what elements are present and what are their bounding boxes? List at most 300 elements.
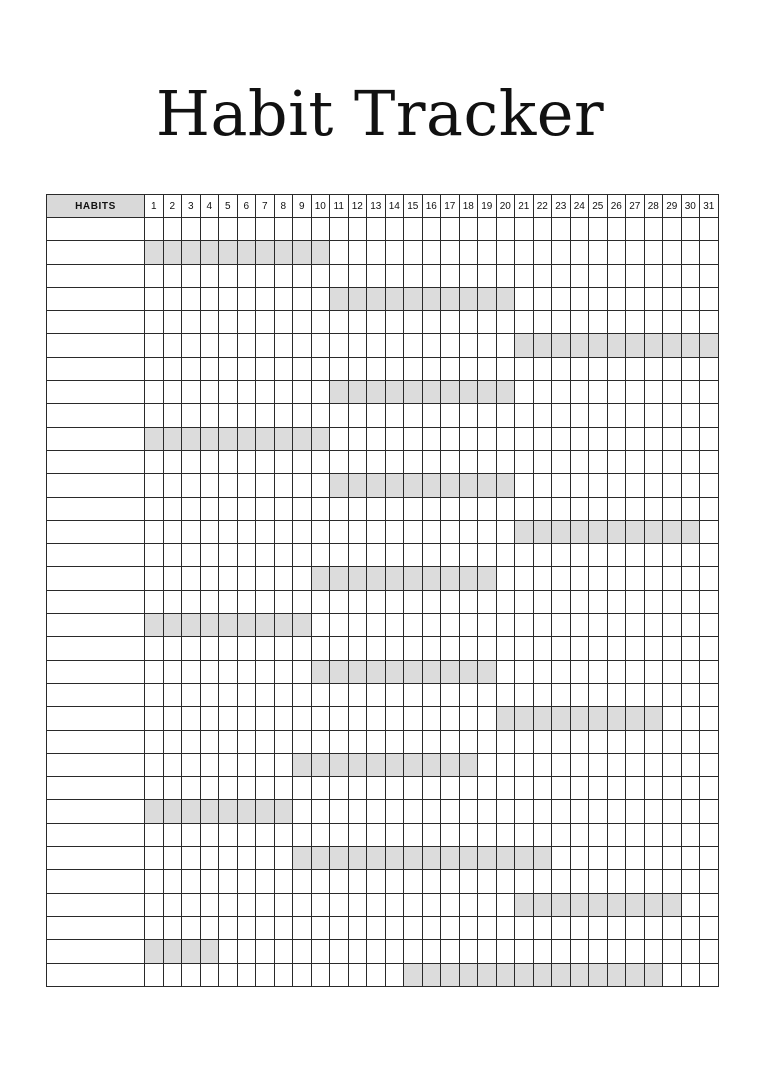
day-check-cell[interactable] bbox=[274, 870, 293, 893]
day-check-cell[interactable] bbox=[311, 707, 330, 730]
habit-name-cell[interactable] bbox=[47, 381, 145, 404]
day-check-cell[interactable] bbox=[311, 777, 330, 800]
day-check-cell[interactable] bbox=[367, 707, 386, 730]
day-check-cell[interactable] bbox=[644, 916, 663, 939]
day-check-cell[interactable] bbox=[182, 264, 201, 287]
day-check-cell[interactable] bbox=[700, 287, 719, 310]
day-check-cell[interactable] bbox=[200, 660, 219, 683]
day-check-cell[interactable] bbox=[589, 241, 608, 264]
day-check-cell[interactable] bbox=[311, 590, 330, 613]
day-check-cell[interactable] bbox=[644, 334, 663, 357]
day-check-cell[interactable] bbox=[182, 753, 201, 776]
day-check-cell[interactable] bbox=[256, 427, 275, 450]
day-check-cell[interactable] bbox=[422, 264, 441, 287]
day-check-cell[interactable] bbox=[404, 893, 423, 916]
day-check-cell[interactable] bbox=[311, 381, 330, 404]
day-check-cell[interactable] bbox=[422, 544, 441, 567]
day-check-cell[interactable] bbox=[459, 218, 478, 241]
day-check-cell[interactable] bbox=[404, 567, 423, 590]
day-check-cell[interactable] bbox=[533, 963, 552, 986]
day-check-cell[interactable] bbox=[367, 870, 386, 893]
day-check-cell[interactable] bbox=[478, 241, 497, 264]
day-check-cell[interactable] bbox=[237, 753, 256, 776]
day-check-cell[interactable] bbox=[293, 893, 312, 916]
day-check-cell[interactable] bbox=[293, 847, 312, 870]
day-check-cell[interactable] bbox=[422, 893, 441, 916]
day-check-cell[interactable] bbox=[644, 381, 663, 404]
day-check-cell[interactable] bbox=[663, 567, 682, 590]
day-check-cell[interactable] bbox=[570, 916, 589, 939]
day-check-cell[interactable] bbox=[644, 847, 663, 870]
day-check-cell[interactable] bbox=[607, 777, 626, 800]
day-check-cell[interactable] bbox=[459, 404, 478, 427]
day-check-cell[interactable] bbox=[367, 637, 386, 660]
day-check-cell[interactable] bbox=[700, 916, 719, 939]
day-check-cell[interactable] bbox=[515, 287, 534, 310]
day-check-cell[interactable] bbox=[200, 264, 219, 287]
day-check-cell[interactable] bbox=[256, 218, 275, 241]
day-check-cell[interactable] bbox=[515, 497, 534, 520]
day-check-cell[interactable] bbox=[274, 497, 293, 520]
day-check-cell[interactable] bbox=[478, 334, 497, 357]
day-check-cell[interactable] bbox=[330, 427, 349, 450]
day-check-cell[interactable] bbox=[533, 287, 552, 310]
habit-name-cell[interactable] bbox=[47, 916, 145, 939]
day-check-cell[interactable] bbox=[311, 474, 330, 497]
day-check-cell[interactable] bbox=[644, 730, 663, 753]
day-check-cell[interactable] bbox=[700, 218, 719, 241]
day-check-cell[interactable] bbox=[700, 381, 719, 404]
day-check-cell[interactable] bbox=[441, 683, 460, 706]
day-check-cell[interactable] bbox=[404, 753, 423, 776]
day-check-cell[interactable] bbox=[330, 334, 349, 357]
day-check-cell[interactable] bbox=[367, 334, 386, 357]
day-check-cell[interactable] bbox=[700, 590, 719, 613]
day-check-cell[interactable] bbox=[311, 520, 330, 543]
day-check-cell[interactable] bbox=[404, 427, 423, 450]
day-check-cell[interactable] bbox=[163, 614, 182, 637]
habit-name-cell[interactable] bbox=[47, 497, 145, 520]
day-check-cell[interactable] bbox=[441, 870, 460, 893]
day-check-cell[interactable] bbox=[237, 637, 256, 660]
day-check-cell[interactable] bbox=[552, 847, 571, 870]
day-check-cell[interactable] bbox=[163, 334, 182, 357]
day-check-cell[interactable] bbox=[515, 637, 534, 660]
day-check-cell[interactable] bbox=[441, 590, 460, 613]
day-check-cell[interactable] bbox=[478, 777, 497, 800]
day-check-cell[interactable] bbox=[589, 218, 608, 241]
day-check-cell[interactable] bbox=[182, 916, 201, 939]
day-check-cell[interactable] bbox=[441, 660, 460, 683]
day-check-cell[interactable] bbox=[496, 847, 515, 870]
day-check-cell[interactable] bbox=[274, 544, 293, 567]
day-check-cell[interactable] bbox=[681, 823, 700, 846]
day-check-cell[interactable] bbox=[182, 590, 201, 613]
day-check-cell[interactable] bbox=[478, 637, 497, 660]
day-check-cell[interactable] bbox=[552, 334, 571, 357]
day-check-cell[interactable] bbox=[681, 637, 700, 660]
day-check-cell[interactable] bbox=[607, 800, 626, 823]
day-check-cell[interactable] bbox=[681, 311, 700, 334]
day-check-cell[interactable] bbox=[330, 311, 349, 334]
day-check-cell[interactable] bbox=[163, 637, 182, 660]
day-check-cell[interactable] bbox=[182, 334, 201, 357]
day-check-cell[interactable] bbox=[533, 707, 552, 730]
day-check-cell[interactable] bbox=[256, 520, 275, 543]
day-check-cell[interactable] bbox=[274, 334, 293, 357]
day-check-cell[interactable] bbox=[200, 683, 219, 706]
day-check-cell[interactable] bbox=[274, 404, 293, 427]
day-check-cell[interactable] bbox=[496, 241, 515, 264]
day-check-cell[interactable] bbox=[496, 427, 515, 450]
day-check-cell[interactable] bbox=[145, 590, 164, 613]
day-check-cell[interactable] bbox=[385, 660, 404, 683]
day-check-cell[interactable] bbox=[570, 730, 589, 753]
day-check-cell[interactable] bbox=[385, 847, 404, 870]
day-check-cell[interactable] bbox=[348, 264, 367, 287]
day-check-cell[interactable] bbox=[478, 218, 497, 241]
day-check-cell[interactable] bbox=[163, 707, 182, 730]
day-check-cell[interactable] bbox=[163, 497, 182, 520]
day-check-cell[interactable] bbox=[626, 777, 645, 800]
day-check-cell[interactable] bbox=[330, 287, 349, 310]
day-check-cell[interactable] bbox=[145, 940, 164, 963]
day-check-cell[interactable] bbox=[330, 823, 349, 846]
day-check-cell[interactable] bbox=[681, 753, 700, 776]
day-check-cell[interactable] bbox=[589, 870, 608, 893]
day-check-cell[interactable] bbox=[256, 963, 275, 986]
day-check-cell[interactable] bbox=[700, 847, 719, 870]
day-check-cell[interactable] bbox=[478, 264, 497, 287]
day-check-cell[interactable] bbox=[663, 847, 682, 870]
day-check-cell[interactable] bbox=[496, 520, 515, 543]
day-check-cell[interactable] bbox=[274, 683, 293, 706]
day-check-cell[interactable] bbox=[459, 893, 478, 916]
day-check-cell[interactable] bbox=[700, 823, 719, 846]
day-check-cell[interactable] bbox=[367, 520, 386, 543]
day-check-cell[interactable] bbox=[607, 474, 626, 497]
day-check-cell[interactable] bbox=[496, 311, 515, 334]
day-check-cell[interactable] bbox=[237, 357, 256, 380]
day-check-cell[interactable] bbox=[348, 334, 367, 357]
day-check-cell[interactable] bbox=[496, 916, 515, 939]
day-check-cell[interactable] bbox=[496, 404, 515, 427]
day-check-cell[interactable] bbox=[219, 940, 238, 963]
habit-name-cell[interactable] bbox=[47, 567, 145, 590]
day-check-cell[interactable] bbox=[182, 241, 201, 264]
day-check-cell[interactable] bbox=[663, 357, 682, 380]
day-check-cell[interactable] bbox=[348, 590, 367, 613]
day-check-cell[interactable] bbox=[256, 311, 275, 334]
day-check-cell[interactable] bbox=[385, 567, 404, 590]
day-check-cell[interactable] bbox=[589, 334, 608, 357]
day-check-cell[interactable] bbox=[681, 567, 700, 590]
day-check-cell[interactable] bbox=[552, 893, 571, 916]
day-check-cell[interactable] bbox=[441, 474, 460, 497]
day-check-cell[interactable] bbox=[441, 637, 460, 660]
day-check-cell[interactable] bbox=[441, 381, 460, 404]
day-check-cell[interactable] bbox=[385, 311, 404, 334]
day-check-cell[interactable] bbox=[256, 800, 275, 823]
day-check-cell[interactable] bbox=[311, 916, 330, 939]
habit-name-cell[interactable] bbox=[47, 334, 145, 357]
day-check-cell[interactable] bbox=[681, 381, 700, 404]
day-check-cell[interactable] bbox=[626, 823, 645, 846]
day-check-cell[interactable] bbox=[459, 800, 478, 823]
day-check-cell[interactable] bbox=[552, 916, 571, 939]
day-check-cell[interactable] bbox=[607, 683, 626, 706]
day-check-cell[interactable] bbox=[293, 357, 312, 380]
day-check-cell[interactable] bbox=[274, 218, 293, 241]
day-check-cell[interactable] bbox=[404, 520, 423, 543]
day-check-cell[interactable] bbox=[478, 683, 497, 706]
day-check-cell[interactable] bbox=[367, 614, 386, 637]
day-check-cell[interactable] bbox=[607, 287, 626, 310]
day-check-cell[interactable] bbox=[348, 777, 367, 800]
day-check-cell[interactable] bbox=[293, 823, 312, 846]
day-check-cell[interactable] bbox=[478, 916, 497, 939]
day-check-cell[interactable] bbox=[237, 334, 256, 357]
day-check-cell[interactable] bbox=[570, 264, 589, 287]
day-check-cell[interactable] bbox=[570, 683, 589, 706]
day-check-cell[interactable] bbox=[330, 241, 349, 264]
day-check-cell[interactable] bbox=[200, 870, 219, 893]
day-check-cell[interactable] bbox=[607, 404, 626, 427]
day-check-cell[interactable] bbox=[182, 427, 201, 450]
day-check-cell[interactable] bbox=[256, 753, 275, 776]
day-check-cell[interactable] bbox=[700, 963, 719, 986]
day-check-cell[interactable] bbox=[515, 963, 534, 986]
day-check-cell[interactable] bbox=[700, 520, 719, 543]
day-check-cell[interactable] bbox=[422, 753, 441, 776]
day-check-cell[interactable] bbox=[441, 916, 460, 939]
day-check-cell[interactable] bbox=[478, 567, 497, 590]
day-check-cell[interactable] bbox=[459, 357, 478, 380]
day-check-cell[interactable] bbox=[237, 614, 256, 637]
day-check-cell[interactable] bbox=[404, 334, 423, 357]
day-check-cell[interactable] bbox=[441, 427, 460, 450]
day-check-cell[interactable] bbox=[348, 404, 367, 427]
day-check-cell[interactable] bbox=[330, 893, 349, 916]
day-check-cell[interactable] bbox=[163, 311, 182, 334]
day-check-cell[interactable] bbox=[422, 940, 441, 963]
habit-name-cell[interactable] bbox=[47, 241, 145, 264]
day-check-cell[interactable] bbox=[607, 753, 626, 776]
day-check-cell[interactable] bbox=[182, 520, 201, 543]
day-check-cell[interactable] bbox=[552, 730, 571, 753]
day-check-cell[interactable] bbox=[311, 753, 330, 776]
day-check-cell[interactable] bbox=[441, 730, 460, 753]
day-check-cell[interactable] bbox=[200, 567, 219, 590]
day-check-cell[interactable] bbox=[145, 450, 164, 473]
day-check-cell[interactable] bbox=[626, 404, 645, 427]
day-check-cell[interactable] bbox=[237, 777, 256, 800]
day-check-cell[interactable] bbox=[256, 940, 275, 963]
day-check-cell[interactable] bbox=[533, 567, 552, 590]
day-check-cell[interactable] bbox=[200, 427, 219, 450]
day-check-cell[interactable] bbox=[293, 287, 312, 310]
day-check-cell[interactable] bbox=[681, 241, 700, 264]
day-check-cell[interactable] bbox=[182, 823, 201, 846]
day-check-cell[interactable] bbox=[626, 660, 645, 683]
day-check-cell[interactable] bbox=[552, 614, 571, 637]
day-check-cell[interactable] bbox=[644, 707, 663, 730]
day-check-cell[interactable] bbox=[200, 381, 219, 404]
day-check-cell[interactable] bbox=[552, 683, 571, 706]
day-check-cell[interactable] bbox=[404, 357, 423, 380]
day-check-cell[interactable] bbox=[700, 707, 719, 730]
day-check-cell[interactable] bbox=[626, 870, 645, 893]
day-check-cell[interactable] bbox=[663, 381, 682, 404]
day-check-cell[interactable] bbox=[274, 963, 293, 986]
day-check-cell[interactable] bbox=[422, 404, 441, 427]
day-check-cell[interactable] bbox=[367, 218, 386, 241]
day-check-cell[interactable] bbox=[367, 916, 386, 939]
day-check-cell[interactable] bbox=[478, 870, 497, 893]
day-check-cell[interactable] bbox=[330, 660, 349, 683]
day-check-cell[interactable] bbox=[607, 450, 626, 473]
day-check-cell[interactable] bbox=[552, 637, 571, 660]
day-check-cell[interactable] bbox=[237, 683, 256, 706]
day-check-cell[interactable] bbox=[145, 264, 164, 287]
day-check-cell[interactable] bbox=[330, 614, 349, 637]
day-check-cell[interactable] bbox=[515, 777, 534, 800]
day-check-cell[interactable] bbox=[367, 753, 386, 776]
day-check-cell[interactable] bbox=[607, 497, 626, 520]
day-check-cell[interactable] bbox=[700, 450, 719, 473]
day-check-cell[interactable] bbox=[256, 707, 275, 730]
day-check-cell[interactable] bbox=[681, 940, 700, 963]
day-check-cell[interactable] bbox=[496, 870, 515, 893]
day-check-cell[interactable] bbox=[700, 264, 719, 287]
day-check-cell[interactable] bbox=[589, 590, 608, 613]
day-check-cell[interactable] bbox=[422, 823, 441, 846]
day-check-cell[interactable] bbox=[570, 847, 589, 870]
day-check-cell[interactable] bbox=[385, 916, 404, 939]
day-check-cell[interactable] bbox=[385, 800, 404, 823]
day-check-cell[interactable] bbox=[681, 590, 700, 613]
habit-name-cell[interactable] bbox=[47, 450, 145, 473]
day-check-cell[interactable] bbox=[681, 544, 700, 567]
day-check-cell[interactable] bbox=[274, 264, 293, 287]
day-check-cell[interactable] bbox=[219, 334, 238, 357]
day-check-cell[interactable] bbox=[459, 497, 478, 520]
day-check-cell[interactable] bbox=[311, 660, 330, 683]
day-check-cell[interactable] bbox=[459, 264, 478, 287]
habit-name-cell[interactable] bbox=[47, 777, 145, 800]
day-check-cell[interactable] bbox=[681, 614, 700, 637]
day-check-cell[interactable] bbox=[478, 311, 497, 334]
day-check-cell[interactable] bbox=[311, 683, 330, 706]
day-check-cell[interactable] bbox=[533, 311, 552, 334]
day-check-cell[interactable] bbox=[145, 963, 164, 986]
day-check-cell[interactable] bbox=[422, 357, 441, 380]
day-check-cell[interactable] bbox=[441, 707, 460, 730]
day-check-cell[interactable] bbox=[552, 218, 571, 241]
day-check-cell[interactable] bbox=[422, 218, 441, 241]
day-check-cell[interactable] bbox=[589, 404, 608, 427]
day-check-cell[interactable] bbox=[256, 847, 275, 870]
day-check-cell[interactable] bbox=[182, 474, 201, 497]
day-check-cell[interactable] bbox=[515, 614, 534, 637]
day-check-cell[interactable] bbox=[182, 311, 201, 334]
day-check-cell[interactable] bbox=[570, 241, 589, 264]
day-check-cell[interactable] bbox=[626, 287, 645, 310]
day-check-cell[interactable] bbox=[163, 474, 182, 497]
day-check-cell[interactable] bbox=[533, 334, 552, 357]
day-check-cell[interactable] bbox=[145, 753, 164, 776]
day-check-cell[interactable] bbox=[422, 683, 441, 706]
day-check-cell[interactable] bbox=[311, 800, 330, 823]
day-check-cell[interactable] bbox=[515, 450, 534, 473]
day-check-cell[interactable] bbox=[478, 963, 497, 986]
day-check-cell[interactable] bbox=[681, 963, 700, 986]
day-check-cell[interactable] bbox=[663, 683, 682, 706]
day-check-cell[interactable] bbox=[607, 334, 626, 357]
day-check-cell[interactable] bbox=[533, 520, 552, 543]
day-check-cell[interactable] bbox=[552, 404, 571, 427]
day-check-cell[interactable] bbox=[478, 940, 497, 963]
day-check-cell[interactable] bbox=[182, 381, 201, 404]
day-check-cell[interactable] bbox=[441, 847, 460, 870]
day-check-cell[interactable] bbox=[459, 544, 478, 567]
day-check-cell[interactable] bbox=[145, 334, 164, 357]
day-check-cell[interactable] bbox=[607, 963, 626, 986]
day-check-cell[interactable] bbox=[145, 311, 164, 334]
day-check-cell[interactable] bbox=[478, 287, 497, 310]
day-check-cell[interactable] bbox=[293, 590, 312, 613]
day-check-cell[interactable] bbox=[663, 800, 682, 823]
day-check-cell[interactable] bbox=[478, 427, 497, 450]
day-check-cell[interactable] bbox=[644, 683, 663, 706]
habit-name-cell[interactable] bbox=[47, 614, 145, 637]
day-check-cell[interactable] bbox=[182, 940, 201, 963]
day-check-cell[interactable] bbox=[385, 730, 404, 753]
day-check-cell[interactable] bbox=[589, 497, 608, 520]
day-check-cell[interactable] bbox=[644, 218, 663, 241]
day-check-cell[interactable] bbox=[589, 427, 608, 450]
day-check-cell[interactable] bbox=[552, 823, 571, 846]
day-check-cell[interactable] bbox=[404, 683, 423, 706]
habit-name-cell[interactable] bbox=[47, 590, 145, 613]
day-check-cell[interactable] bbox=[367, 357, 386, 380]
day-check-cell[interactable] bbox=[385, 683, 404, 706]
day-check-cell[interactable] bbox=[237, 287, 256, 310]
day-check-cell[interactable] bbox=[644, 427, 663, 450]
day-check-cell[interactable] bbox=[570, 287, 589, 310]
day-check-cell[interactable] bbox=[385, 450, 404, 473]
day-check-cell[interactable] bbox=[404, 381, 423, 404]
day-check-cell[interactable] bbox=[589, 357, 608, 380]
day-check-cell[interactable] bbox=[700, 544, 719, 567]
day-check-cell[interactable] bbox=[459, 287, 478, 310]
day-check-cell[interactable] bbox=[385, 963, 404, 986]
day-check-cell[interactable] bbox=[274, 241, 293, 264]
day-check-cell[interactable] bbox=[478, 544, 497, 567]
day-check-cell[interactable] bbox=[533, 404, 552, 427]
day-check-cell[interactable] bbox=[570, 777, 589, 800]
day-check-cell[interactable] bbox=[663, 753, 682, 776]
day-check-cell[interactable] bbox=[533, 590, 552, 613]
day-check-cell[interactable] bbox=[589, 614, 608, 637]
day-check-cell[interactable] bbox=[478, 707, 497, 730]
day-check-cell[interactable] bbox=[459, 940, 478, 963]
day-check-cell[interactable] bbox=[182, 218, 201, 241]
day-check-cell[interactable] bbox=[200, 311, 219, 334]
day-check-cell[interactable] bbox=[219, 287, 238, 310]
day-check-cell[interactable] bbox=[330, 590, 349, 613]
day-check-cell[interactable] bbox=[367, 381, 386, 404]
